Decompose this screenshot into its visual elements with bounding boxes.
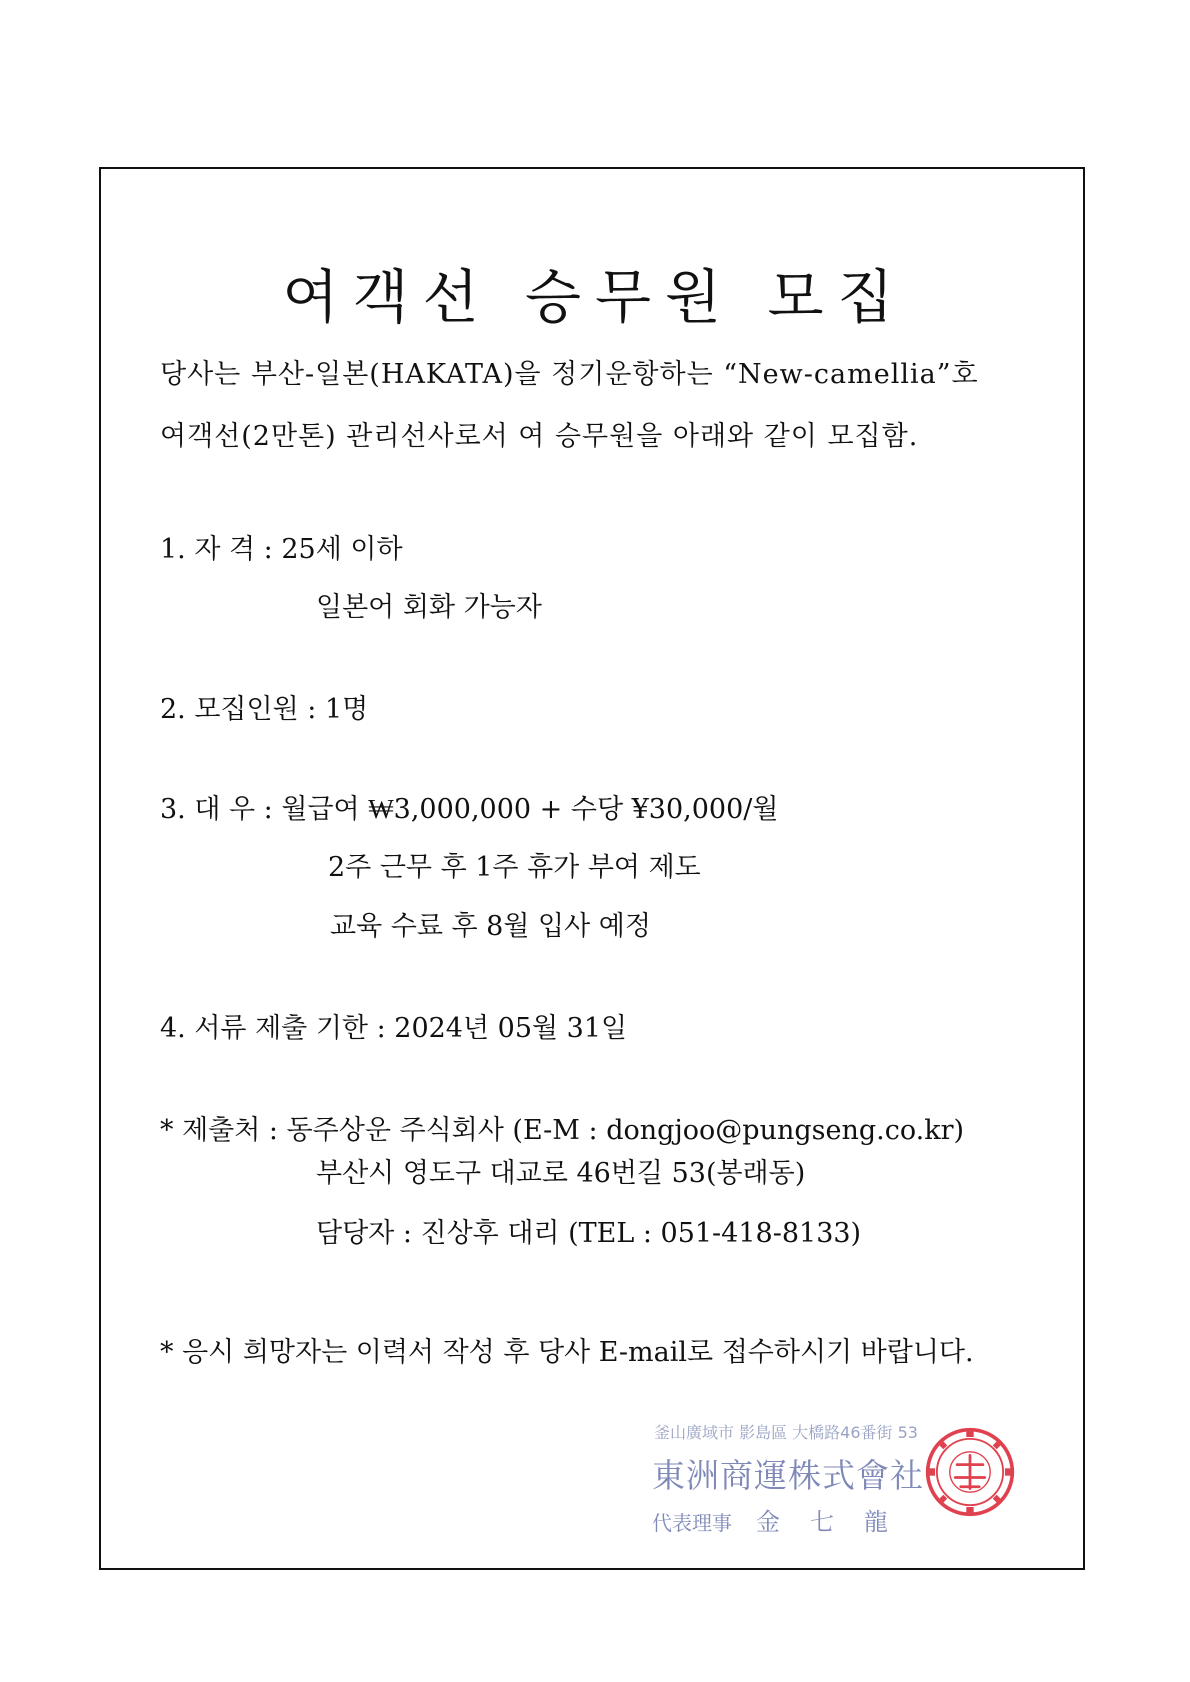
compensation-label: 3. 대 우 :	[160, 794, 282, 825]
submission-company-email: 동주상운 주식회사 (E-M : dongjoo@pungseng.co.kr)	[286, 1115, 965, 1146]
deadline-value: 2024년 05월 31일	[394, 1013, 628, 1044]
company-stamp	[640, 1412, 1020, 1542]
stamp-address: 釜山廣域市 影島區 大橋路46番街 53	[654, 1423, 918, 1442]
page-title: 여객선 승무원 모집	[282, 263, 908, 331]
qualification-label: 1. 자 격 :	[160, 534, 282, 565]
qualification-item	[160, 527, 403, 566]
compensation-item	[160, 787, 778, 826]
intro-line-1: 당사는 부산-일본(HAKATA)을 정기운항하는 “New-camellia”호	[160, 359, 979, 390]
submission-contact: 담당자 : 진상후 대리 (TEL : 051-418-8133)	[316, 1218, 862, 1249]
stamp-company-name: 東洲商運株式會社	[652, 1456, 924, 1495]
compensation-start: 교육 수료 후 8월 입사 예정	[330, 911, 651, 942]
headcount-label: 2. 모집인원 :	[160, 694, 325, 725]
deadline-label: 4. 서류 제출 기한 :	[160, 1013, 395, 1044]
stamp-representative	[652, 1502, 918, 1537]
compensation-schedule: 2주 근무 후 1주 휴가 부여 제도	[328, 852, 701, 883]
red-seal-icon	[924, 1426, 1016, 1518]
qualification-age: 25세 이하	[281, 534, 403, 565]
qualification-language: 일본어 회화 가능자	[316, 592, 542, 623]
stamp-rep-name: 金七龍	[756, 1508, 918, 1536]
headcount-value: 1명	[324, 694, 369, 725]
compensation-salary: 월급여 ₩3,000,000 + 수당 ¥30,000/월	[281, 794, 779, 825]
deadline-item	[160, 1006, 627, 1045]
submission-address: 부산시 영도구 대교로 46번길 53(봉래동)	[316, 1158, 806, 1189]
application-note: * 응시 희망자는 이력서 작성 후 당사 E-mail로 접수하시기 바랍니다.	[160, 1337, 974, 1368]
submission-item	[160, 1108, 964, 1147]
headcount-item	[160, 687, 368, 726]
stamp-rep-title: 代表理事	[652, 1511, 732, 1535]
intro-line-2: 여객선(2만톤) 관리선사로서 여 승무원을 아래와 같이 모집함.	[160, 421, 919, 452]
submission-label: * 제출처 :	[160, 1115, 287, 1146]
